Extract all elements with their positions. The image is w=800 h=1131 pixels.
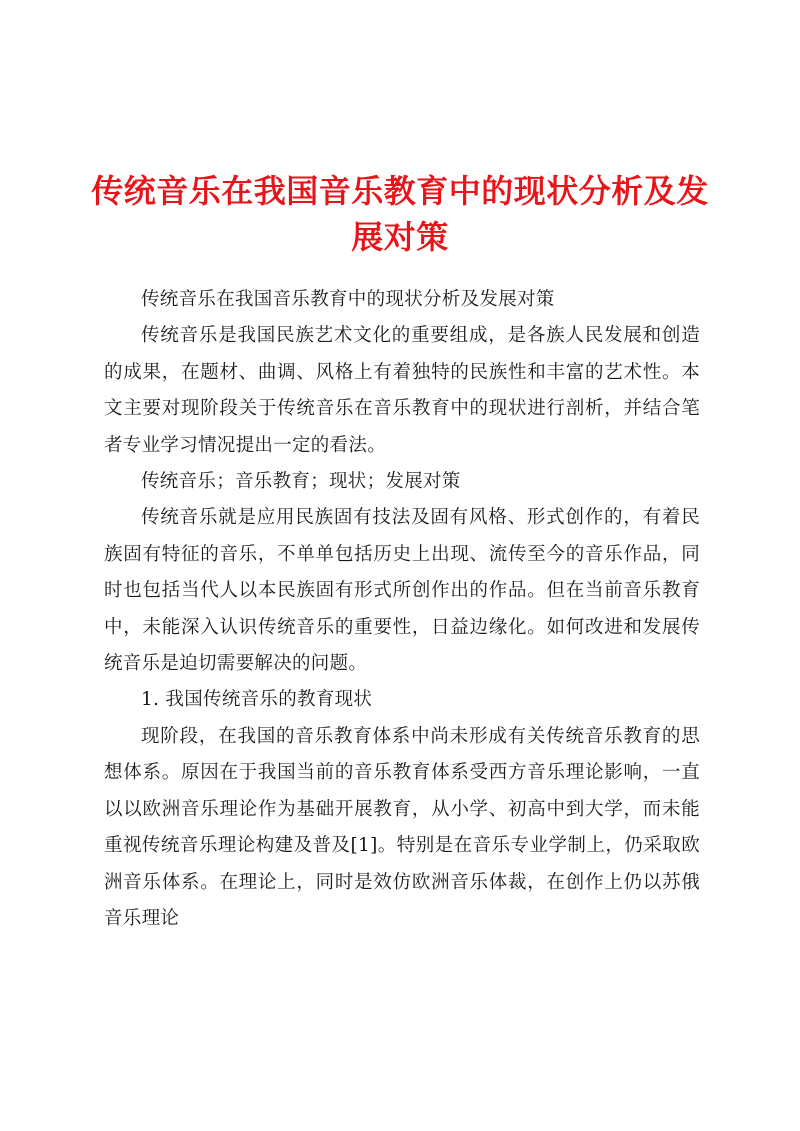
paragraph-keywords: 传统音乐；音乐教育；现状；发展对策 bbox=[141, 471, 461, 493]
section-heading-1: 1. 我国传统音乐的教育现状 bbox=[141, 689, 373, 711]
document-body bbox=[104, 282, 700, 937]
document-title: 传统音乐在我国音乐教育中的现状分析及发展对策 bbox=[91, 172, 709, 256]
paragraph-abstract: 传统音乐是我国民族艺术文化的重要组成，是各族人民发展和创造的成果，在题材、曲调、风格上有着独特的民族性和丰富的艺术性。本文主要对现阶段关于传统音乐在音乐教育中的现状进行剖析，并结合笔者专业学习情况提出一定的看法。 bbox=[104, 325, 700, 456]
paragraph-subtitle: 传统音乐在我国音乐教育中的现状分析及发展对策 bbox=[141, 289, 555, 310]
paragraph-introduction: 传统音乐就是应用民族固有技法及固有风格、形式创作的，有着民族固有特征的音乐，不单单包括历史上出现、流传至今的音乐作品，同时也包括当代人以本民族固有形式所创作出的作品。但在当前音乐教育中，未能深入认识传统音乐的重要性，日益边缘化。如何改进和发展传统音乐是迫切需要解决的问题。 bbox=[104, 507, 700, 675]
paragraph-section-1: 现阶段，在我国的音乐教育体系中尚未形成有关传统音乐教育的思想体系。原因在于我国当前的音乐教育体系受西方音乐理论影响，一直以以欧洲音乐理论作为基础开展教育，从小学、初高中到大学，而未能重视传统音乐理论构建及普及[1]。特别是在音乐专业学制上，仍采取欧洲音乐体系。在理论上，同时是效仿欧洲音乐体裁，在创作上仍以苏俄音乐理论 bbox=[104, 725, 700, 929]
